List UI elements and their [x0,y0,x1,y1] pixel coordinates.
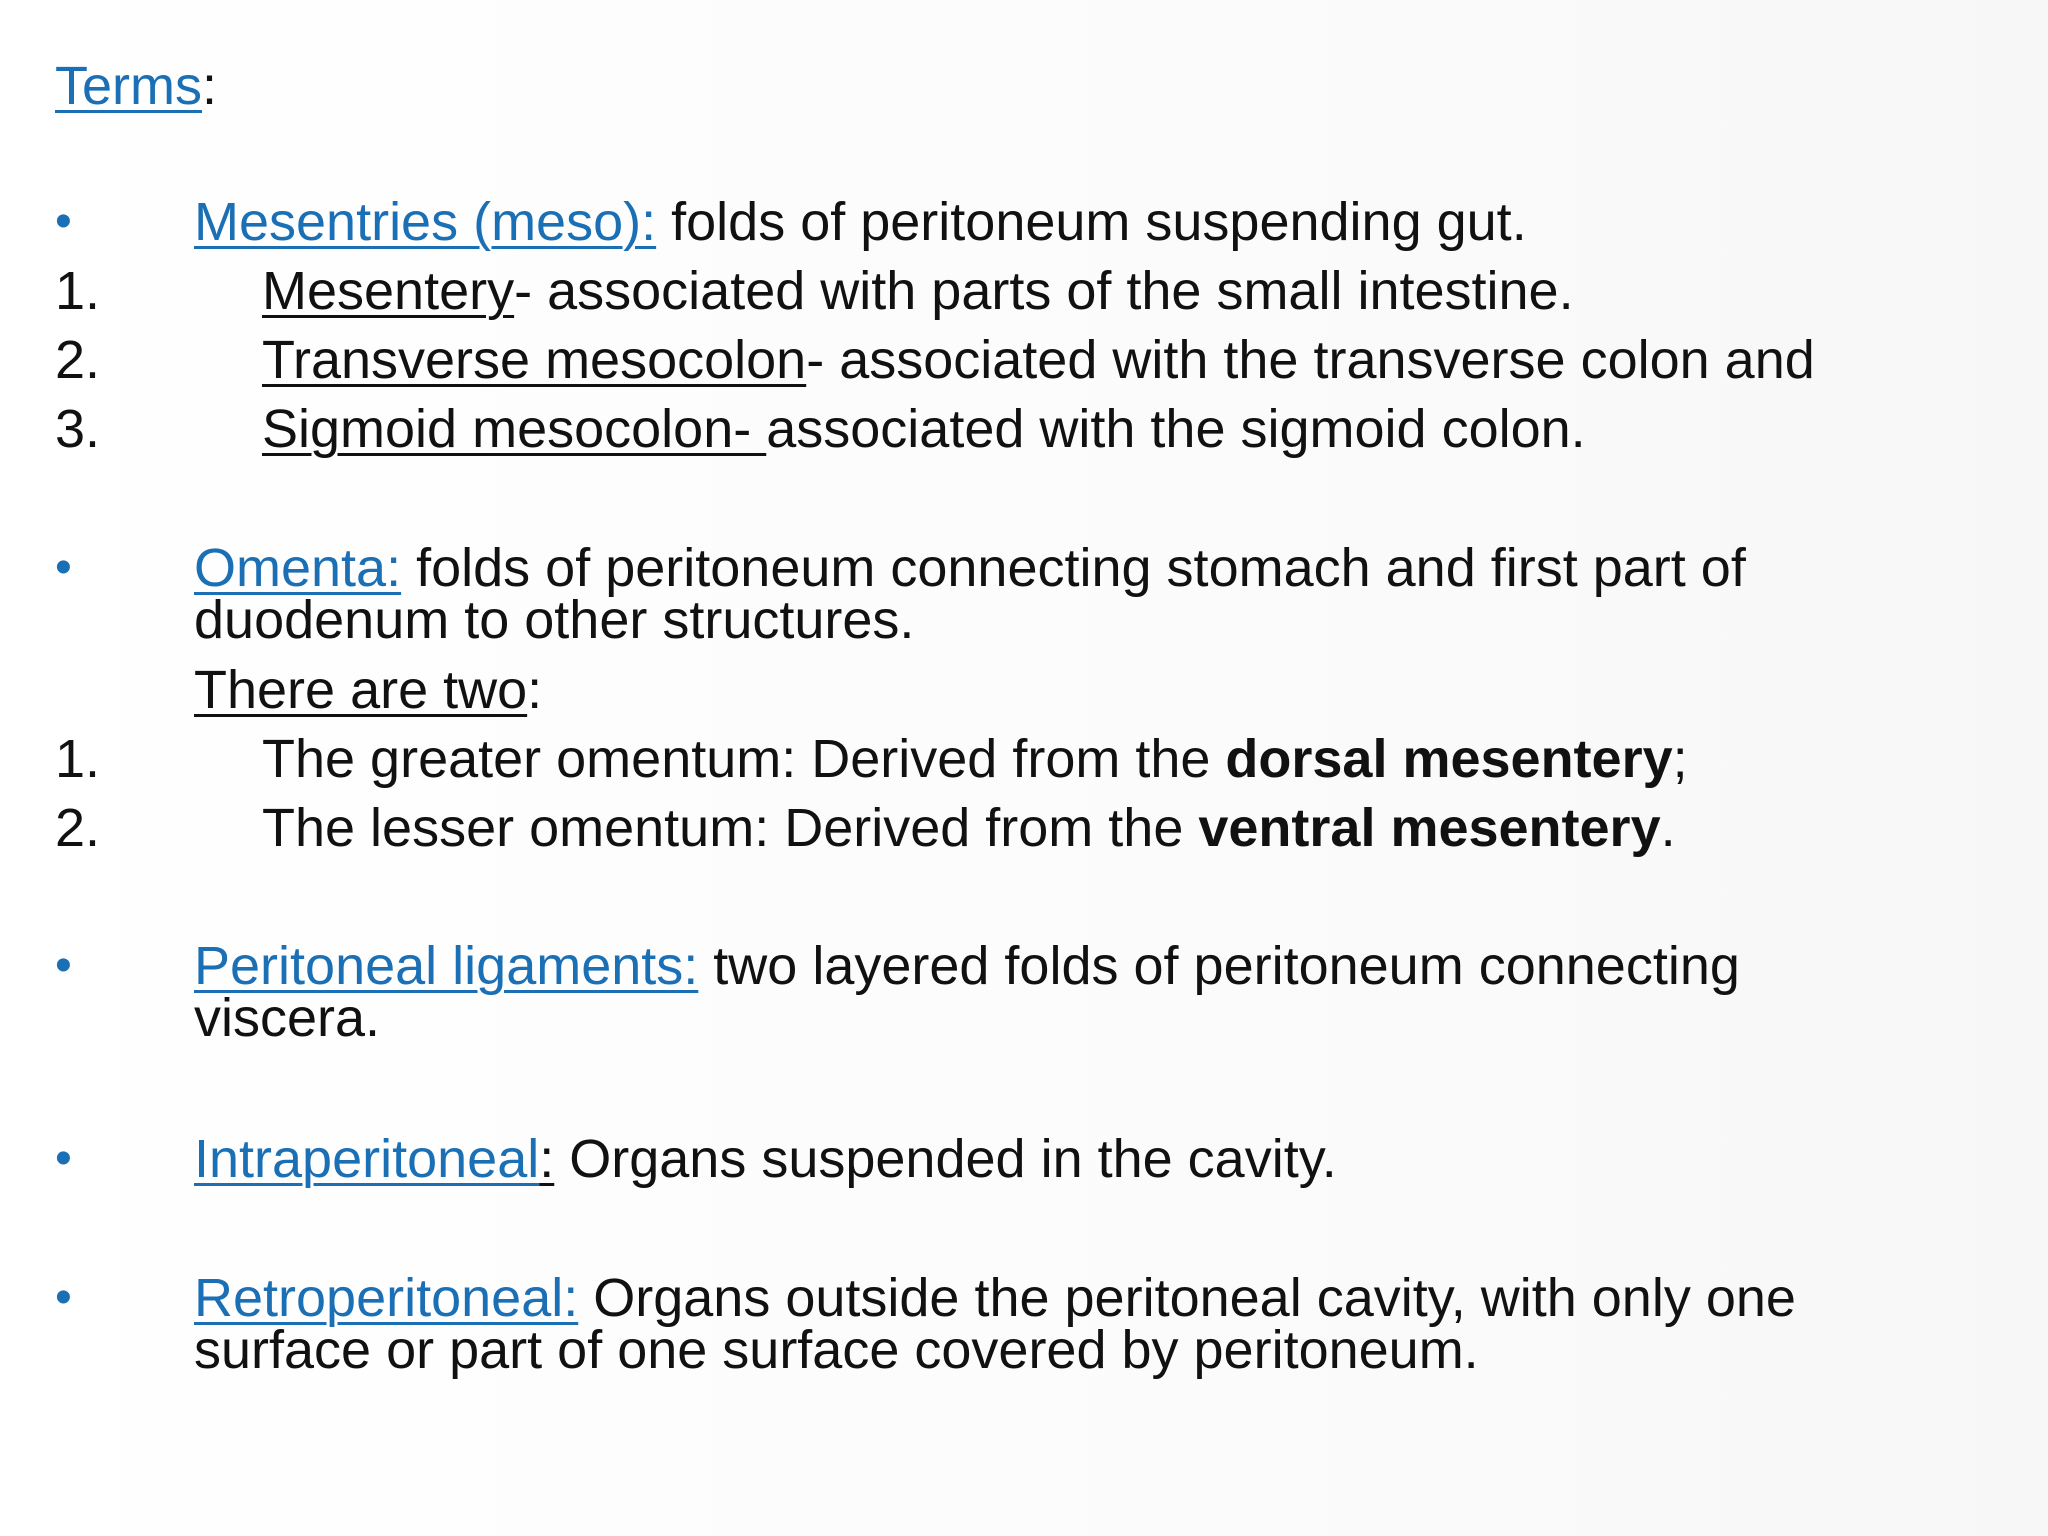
retroperitoneal-desc-line2: surface or part of one surface covered by peritoneum. [194,1320,1479,1380]
intraperitoneal-desc: Organs suspended in the cavity. [554,1129,1337,1189]
item-bold: ventral mesentery [1198,798,1661,858]
bullet-icon: • [55,1271,72,1324]
ligaments-desc: two layered folds of peritoneum connecting [698,936,1740,996]
mesentries-desc: folds of peritoneum suspending gut. [656,192,1527,252]
slide-title [55,56,217,116]
item-number: 3. [55,399,101,459]
item-number: 1. [55,261,101,321]
title-colon: : [202,56,218,116]
item-text [262,731,1688,787]
ligaments-desc-line2: viscera. [194,988,381,1048]
sublabel-text: There are two [194,660,528,720]
item-text [262,401,1586,457]
omenta-desc-line2: duodenum to other structures. [194,590,915,650]
ligaments-term: Peritoneal ligaments: [194,936,699,996]
item-text [262,800,1676,856]
item-number: 2. [55,798,101,858]
retroperitoneal-term: Retroperitoneal: [194,1268,579,1328]
bullet-icon: • [55,195,72,248]
retroperitoneal-desc: Organs outside the peritoneal cavity, with only one [578,1268,1796,1328]
intraperitoneal-text [194,1131,1337,1187]
mesentries-term: Mesentries (meso): [194,192,657,252]
item-term: Transverse mesocolon [262,330,807,390]
bullet-icon: • [55,541,72,594]
title-terms: Terms [55,56,202,116]
item-term: Mesentery [262,261,515,321]
item-number: 1. [55,729,101,789]
item-text [262,263,1574,319]
mesentries-text [194,194,1527,250]
item-term: Sigmoid mesocolon- [262,399,767,459]
item-number: 2. [55,330,101,390]
retroperitoneal-text [194,1270,1796,1326]
item-prefix: The lesser omentum: Derived from the [262,798,1199,858]
omenta-text [194,540,1746,596]
bullet-icon: • [55,939,72,992]
item-text [262,332,1815,388]
ligaments-text [194,938,1740,994]
item-desc: - associated with parts of the small intestine. [514,261,1574,321]
item-desc: associated with the sigmoid colon. [766,399,1586,459]
omenta-sublabel [194,662,542,718]
bullet-icon: • [55,1132,72,1185]
item-desc: - associated with the transverse colon and [806,330,1815,390]
item-prefix: The greater omentum: Derived from the [262,729,1226,789]
item-suffix: . [1660,798,1676,858]
omenta-term: Omenta: [194,538,402,598]
item-suffix: ; [1672,729,1688,789]
intraperitoneal-term: Intraperitoneal [194,1129,540,1189]
intraperitoneal-colon: : [539,1129,555,1189]
sublabel-colon: : [527,660,543,720]
item-bold: dorsal mesentery [1225,729,1673,789]
omenta-desc: folds of peritoneum connecting stomach and first part of [401,538,1746,598]
